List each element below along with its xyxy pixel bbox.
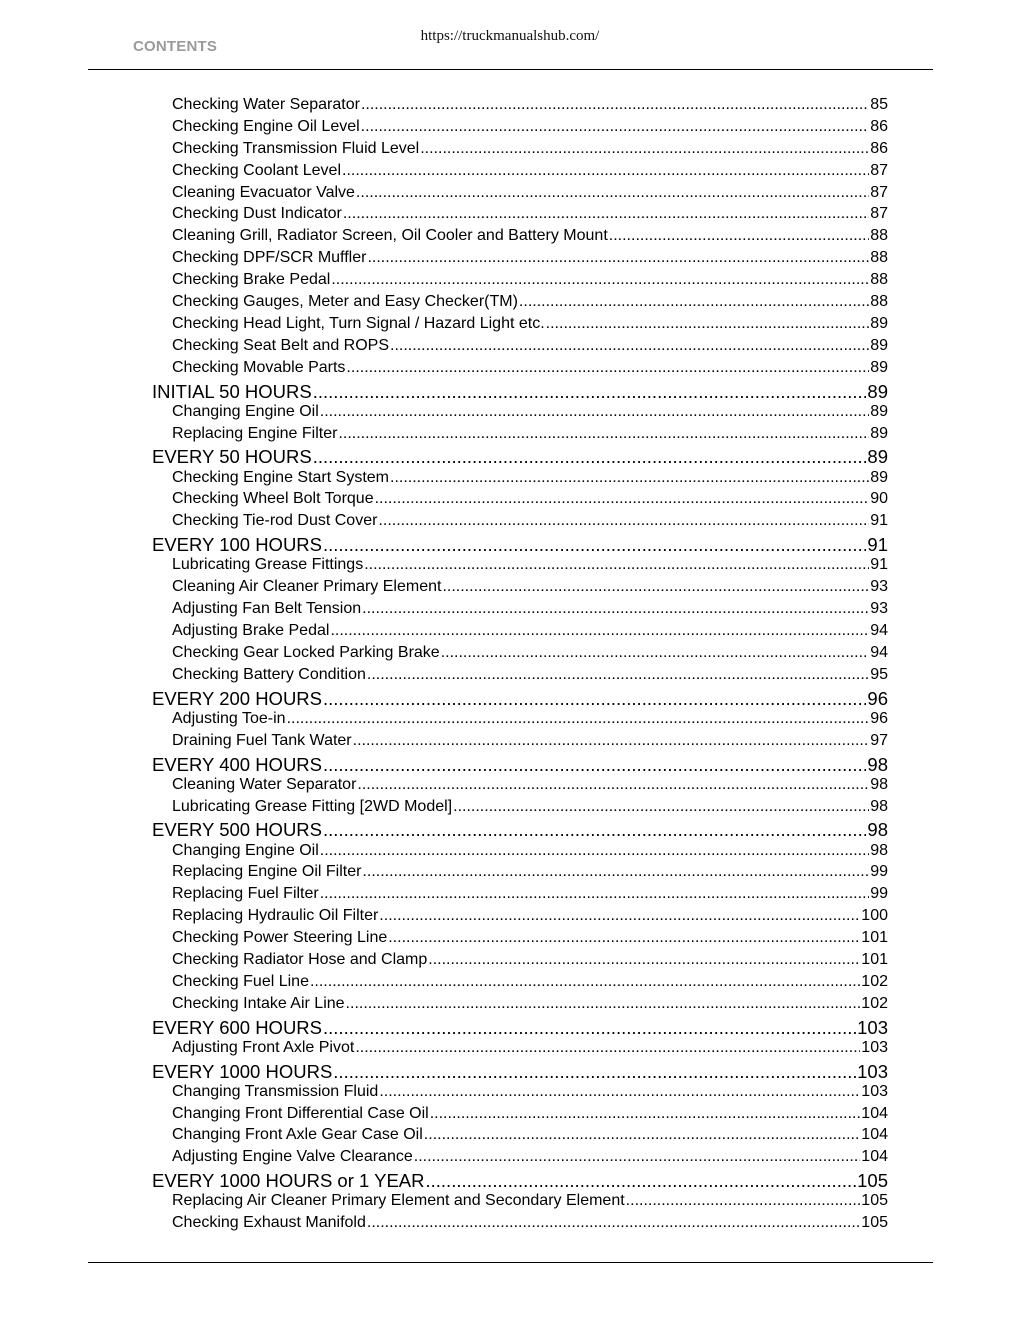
toc-entry[interactable]	[172, 600, 888, 622]
toc-entry-title: Replacing Air Cleaner Primary Element and Secondary Element	[172, 1192, 625, 1210]
toc-entry-title: Changing Transmission Fluid	[172, 1082, 379, 1100]
toc-dot-leader	[323, 1017, 856, 1039]
toc-dot-leader	[330, 622, 869, 640]
toc-section-entry[interactable]	[152, 1017, 888, 1039]
toc-dot-leader	[323, 754, 866, 776]
toc-entry-page-number: 103	[861, 1038, 888, 1056]
toc-entry-page-number: 86	[870, 117, 888, 135]
toc-entry-page-number: 89	[867, 446, 888, 468]
toc-entry[interactable]	[172, 995, 888, 1017]
toc-section-entry[interactable]	[152, 819, 888, 841]
toc-entry-page-number: 91	[870, 512, 888, 530]
toc-entry-title: Checking Gear Locked Parking Brake	[172, 643, 440, 661]
toc-entry-page-number: 104	[861, 1126, 888, 1144]
toc-entry-title: Replacing Fuel Filter	[172, 885, 319, 903]
toc-dot-leader	[375, 490, 870, 508]
toc-section-entry[interactable]	[152, 754, 888, 776]
toc-entry[interactable]	[172, 622, 888, 644]
toc-dot-leader	[367, 249, 869, 267]
source-url: https://truckmanualshub.com/	[420, 28, 600, 44]
toc-entry-page-number: 99	[870, 885, 888, 903]
toc-dot-leader	[343, 205, 869, 223]
toc-entry[interactable]	[172, 271, 888, 293]
toc-entry[interactable]	[172, 469, 888, 491]
toc-entry-page-number: 86	[870, 139, 888, 157]
toc-entry-title: Cleaning Grill, Radiator Screen, Oil Cooler and Battery Mount	[172, 227, 608, 245]
toc-entry-title: Changing Engine Oil	[172, 402, 319, 420]
toc-dot-leader	[310, 973, 860, 991]
toc-entry-page-number: 90	[870, 490, 888, 508]
toc-dot-leader	[346, 995, 861, 1013]
toc-entry-title: EVERY 50 HOURS	[152, 446, 312, 468]
toc-entry-title: Lubricating Grease Fitting [2WD Model]	[172, 797, 453, 815]
toc-entry-page-number: 104	[861, 1148, 888, 1166]
toc-dot-leader	[428, 951, 860, 969]
toc-entry-title: Checking Transmission Fluid Level	[172, 139, 420, 157]
toc-dot-leader	[441, 644, 870, 662]
toc-entry-title: Cleaning Water Separator	[172, 775, 357, 793]
toc-entry-page-number: 88	[870, 227, 888, 245]
toc-entry-title: Checking Coolant Level	[172, 161, 341, 179]
toc-dot-leader	[333, 1061, 856, 1083]
toc-entry-title: Adjusting Fan Belt Tension	[172, 600, 362, 618]
toc-entry-page-number: 102	[861, 972, 888, 990]
toc-entry-page-number: 98	[867, 753, 888, 775]
toc-section-entry[interactable]	[152, 688, 888, 710]
toc-entry-page-number: 104	[861, 1104, 888, 1122]
toc-entry[interactable]	[172, 315, 888, 337]
toc-section-entry[interactable]	[152, 1061, 888, 1083]
toc-dot-leader	[320, 842, 869, 860]
toc-entry-page-number: 96	[867, 687, 888, 709]
toc-entry-title: Adjusting Front Axle Pivot	[172, 1038, 355, 1056]
toc-dot-leader	[323, 688, 866, 710]
toc-section-entry[interactable]	[152, 446, 888, 468]
toc-entry[interactable]	[172, 798, 888, 820]
toc-entry[interactable]	[172, 227, 888, 249]
toc-dot-leader	[362, 600, 869, 618]
toc-dot-leader	[338, 425, 869, 443]
toc-entry[interactable]	[172, 732, 888, 754]
toc-entry-title: Replacing Engine Filter	[172, 424, 338, 442]
toc-dot-leader	[323, 819, 866, 841]
toc-entry-page-number: 98	[870, 775, 888, 793]
toc-entry[interactable]	[172, 359, 888, 381]
table-of-contents	[0, 96, 1020, 1236]
toc-dot-leader	[388, 929, 860, 947]
toc-dot-leader	[442, 578, 869, 596]
toc-dot-leader	[546, 315, 870, 333]
toc-entry-title: Replacing Hydraulic Oil Filter	[172, 907, 379, 925]
toc-section-entry[interactable]	[152, 534, 888, 556]
toc-entry[interactable]	[172, 556, 888, 578]
toc-entry-title: Checking Wheel Bolt Torque	[172, 490, 374, 508]
toc-entry-page-number: 102	[861, 994, 888, 1012]
toc-entry-title: Checking Head Light, Turn Signal / Hazard Light etc.	[172, 314, 545, 332]
toc-entry-title: EVERY 1000 HOURS	[152, 1060, 333, 1082]
toc-entry-title: Checking Water Separator	[172, 96, 360, 113]
toc-dot-leader	[357, 776, 869, 794]
toc-entry[interactable]	[172, 885, 888, 907]
toc-entry-page-number: 103	[857, 1060, 888, 1082]
toc-entry[interactable]	[172, 1148, 888, 1170]
toc-dot-leader	[430, 1105, 861, 1123]
toc-section-entry[interactable]	[152, 381, 888, 403]
toc-entry-title: Checking Gauges, Meter and Easy Checker(TM)	[172, 293, 518, 311]
toc-entry-page-number: 101	[861, 929, 888, 947]
toc-entry-title: Cleaning Evacuator Valve	[172, 183, 355, 201]
toc-entry-page-number: 89	[870, 468, 888, 486]
toc-entry-page-number: 93	[870, 600, 888, 618]
toc-entry-page-number: 88	[870, 271, 888, 289]
toc-dot-leader	[331, 271, 869, 289]
toc-dot-leader	[626, 1192, 861, 1210]
section-label: CONTENTS	[133, 38, 218, 55]
toc-entry[interactable]	[172, 490, 888, 512]
toc-entry-page-number: 98	[867, 819, 888, 841]
toc-dot-leader	[390, 469, 869, 487]
toc-entry-title: Adjusting Engine Valve Clearance	[172, 1148, 413, 1166]
toc-dot-leader	[287, 710, 870, 728]
toc-entry[interactable]	[172, 293, 888, 315]
toc-entry-page-number: 103	[861, 1082, 888, 1100]
toc-entry-title: Adjusting Toe-in	[172, 709, 286, 727]
toc-entry-page-number: 96	[870, 709, 888, 727]
toc-entry[interactable]	[172, 140, 888, 162]
toc-entry-page-number: 91	[870, 556, 888, 574]
toc-entry-page-number: 87	[870, 161, 888, 179]
toc-entry-page-number: 101	[861, 950, 888, 968]
toc-entry-page-number: 89	[870, 358, 888, 376]
toc-entry-page-number: 85	[870, 96, 888, 113]
toc-entry[interactable]	[172, 96, 888, 118]
toc-dot-leader	[356, 184, 869, 202]
toc-entry[interactable]	[172, 776, 888, 798]
toc-entry[interactable]	[172, 644, 888, 666]
toc-entry[interactable]	[172, 863, 888, 885]
toc-entry-title: EVERY 400 HOURS	[152, 753, 323, 775]
toc-entry-title: Checking Seat Belt and ROPS	[172, 336, 390, 354]
toc-dot-leader	[367, 1214, 860, 1232]
toc-dot-leader	[320, 403, 869, 421]
toc-dot-leader	[346, 359, 869, 377]
toc-entry-title: Checking Exhaust Manifold	[172, 1214, 366, 1232]
toc-entry-page-number: 89	[870, 402, 888, 420]
toc-entry-title: Lubricating Grease Fittings	[172, 556, 364, 574]
toc-entry-title: EVERY 1000 HOURS or 1 YEAR	[152, 1170, 425, 1192]
toc-dot-leader	[361, 96, 869, 114]
toc-entry-title: Checking Fuel Line	[172, 972, 309, 990]
toc-entry-title: Cleaning Air Cleaner Primary Element	[172, 578, 442, 596]
toc-entry-page-number: 94	[870, 643, 888, 661]
header-rule	[88, 69, 933, 70]
toc-entry-page-number: 88	[870, 249, 888, 267]
toc-entry[interactable]	[172, 951, 888, 973]
toc-entry-page-number: 87	[870, 183, 888, 201]
toc-dot-leader	[323, 534, 866, 556]
toc-dot-leader	[379, 907, 860, 925]
toc-entry-page-number: 94	[870, 621, 888, 639]
toc-entry-page-number: 99	[870, 863, 888, 881]
toc-entry-title: EVERY 100 HOURS	[152, 534, 323, 556]
toc-entry-title: Changing Engine Oil	[172, 841, 319, 859]
toc-dot-leader	[313, 446, 867, 468]
toc-entry-title: Checking DPF/SCR Muffler	[172, 249, 367, 267]
toc-entry-title: Checking Radiator Hose and Clamp	[172, 950, 428, 968]
toc-entry-title: EVERY 200 HOURS	[152, 687, 323, 709]
toc-entry[interactable]	[172, 1192, 888, 1214]
toc-entry[interactable]	[172, 512, 888, 534]
toc-dot-leader	[355, 1039, 860, 1057]
toc-dot-leader	[313, 381, 867, 403]
toc-entry[interactable]	[172, 710, 888, 732]
toc-entry[interactable]	[172, 249, 888, 271]
toc-entry-page-number: 89	[867, 380, 888, 402]
toc-entry-page-number: 105	[861, 1192, 888, 1210]
toc-entry[interactable]	[172, 1083, 888, 1105]
toc-entry[interactable]	[172, 403, 888, 425]
toc-entry[interactable]	[172, 578, 888, 600]
toc-entry-title: EVERY 600 HOURS	[152, 1016, 323, 1038]
toc-entry-page-number: 98	[870, 797, 888, 815]
toc-entry[interactable]	[172, 1039, 888, 1061]
toc-dot-leader	[519, 293, 869, 311]
toc-entry[interactable]	[172, 337, 888, 359]
toc-dot-leader	[609, 227, 869, 245]
toc-dot-leader	[353, 732, 870, 750]
toc-entry-title: Changing Front Differential Case Oil	[172, 1104, 429, 1122]
toc-entry-title: INITIAL 50 HOURS	[152, 380, 312, 402]
toc-dot-leader	[453, 798, 869, 816]
toc-entry-page-number: 105	[857, 1170, 888, 1192]
toc-dot-leader	[414, 1148, 861, 1166]
toc-entry-page-number: 98	[870, 841, 888, 859]
toc-entry-title: Checking Movable Parts	[172, 358, 346, 376]
toc-entry[interactable]	[172, 929, 888, 951]
toc-dot-leader	[367, 666, 869, 684]
toc-entry-page-number: 100	[861, 907, 888, 925]
toc-entry-page-number: 95	[870, 665, 888, 683]
toc-entry-title: Checking Battery Condition	[172, 665, 366, 683]
toc-dot-leader	[320, 885, 869, 903]
toc-entry-title: Replacing Engine Oil Filter	[172, 863, 362, 881]
toc-entry-title: Checking Tie-rod Dust Cover	[172, 512, 378, 530]
toc-dot-leader	[379, 1083, 860, 1101]
toc-dot-leader	[378, 512, 869, 530]
toc-entry[interactable]	[172, 907, 888, 929]
toc-entry-page-number: 88	[870, 293, 888, 311]
toc-section-entry[interactable]	[152, 1170, 888, 1192]
toc-entry[interactable]	[172, 973, 888, 995]
toc-entry-page-number: 89	[870, 336, 888, 354]
toc-dot-leader	[364, 556, 869, 574]
toc-entry-page-number: 103	[857, 1016, 888, 1038]
toc-entry[interactable]	[172, 425, 888, 447]
toc-dot-leader	[342, 162, 869, 180]
toc-dot-leader	[390, 337, 869, 355]
toc-entry-title: Draining Fuel Tank Water	[172, 731, 352, 749]
toc-entry[interactable]	[172, 162, 888, 184]
toc-entry-title: Checking Engine Oil Level	[172, 117, 360, 135]
toc-entry-title: Checking Brake Pedal	[172, 271, 331, 289]
footer-rule	[88, 1262, 933, 1263]
toc-entry-page-number: 93	[870, 578, 888, 596]
toc-entry[interactable]	[172, 205, 888, 227]
toc-entry-page-number: 89	[870, 314, 888, 332]
toc-entry-page-number: 97	[870, 731, 888, 749]
toc-entry-page-number: 87	[870, 205, 888, 223]
toc-entry-title: Checking Dust Indicator	[172, 205, 342, 223]
toc-dot-leader	[426, 1170, 857, 1192]
toc-entry[interactable]	[172, 666, 888, 688]
toc-dot-leader	[424, 1126, 861, 1144]
toc-dot-leader	[362, 863, 869, 881]
toc-entry-title: Changing Front Axle Gear Case Oil	[172, 1126, 423, 1144]
toc-entry-title: Checking Engine Start System	[172, 468, 389, 486]
toc-entry[interactable]	[172, 184, 888, 206]
toc-dot-leader	[361, 118, 870, 136]
toc-entry-page-number: 91	[867, 534, 888, 556]
toc-entry-page-number: 105	[861, 1214, 888, 1232]
toc-entry[interactable]	[172, 842, 888, 864]
toc-entry[interactable]	[172, 118, 888, 140]
toc-entry[interactable]	[172, 1105, 888, 1127]
toc-entry-title: EVERY 500 HOURS	[152, 819, 323, 841]
toc-entry[interactable]	[172, 1126, 888, 1148]
toc-entry-title: Adjusting Brake Pedal	[172, 621, 330, 639]
toc-dot-leader	[420, 140, 869, 158]
toc-entry[interactable]	[172, 1214, 888, 1236]
toc-entry-title: Checking Intake Air Line	[172, 994, 345, 1012]
toc-entry-title: Checking Power Steering Line	[172, 929, 388, 947]
toc-entry-page-number: 89	[870, 424, 888, 442]
